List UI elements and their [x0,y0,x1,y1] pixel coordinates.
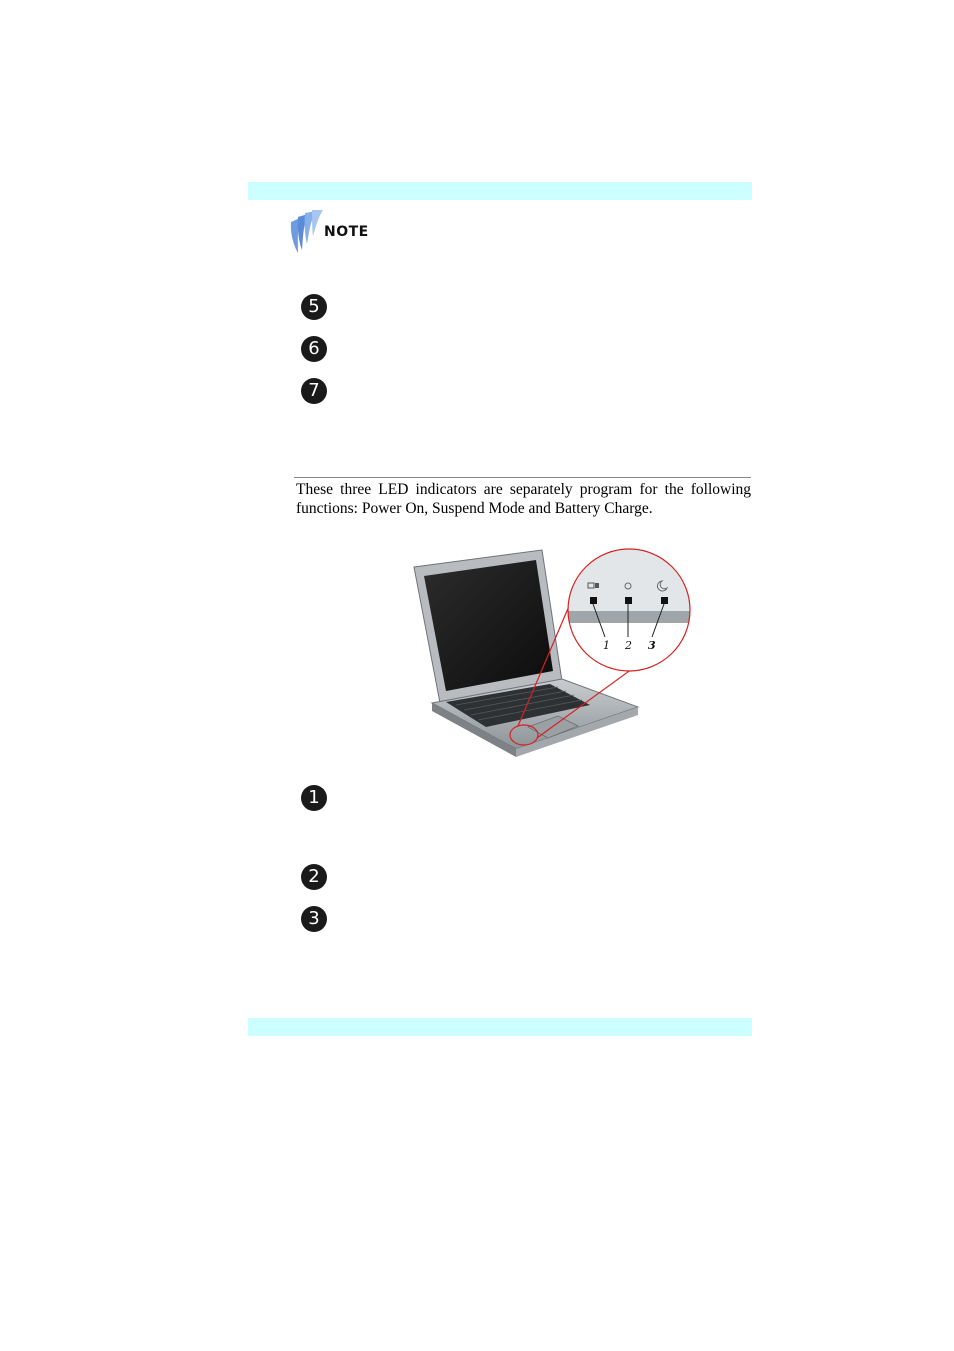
led-description: These three LED indicators are separately program for the following functions: Power On, Suspend Mode and Battery Charge. [296,481,751,517]
header-band [248,182,752,200]
note-label: NOTE [324,224,369,240]
callout-label-1: 1 [603,639,610,652]
bullet-5: 5 [301,294,327,320]
bullet-2: 2 [301,864,327,890]
laptop-illustration [400,545,700,760]
bullet-7: 7 [301,378,327,404]
section-rule [294,477,751,478]
note-icon [288,208,324,254]
bullet-3: 3 [301,906,327,932]
bullet-1: 1 [301,785,327,811]
callout-label-2: 2 [625,639,632,652]
note-callout [288,206,388,254]
bullet-6: 6 [301,336,327,362]
led-figure [400,545,700,760]
footer-band [248,1018,752,1036]
callout-label-3: 3 [648,639,656,652]
